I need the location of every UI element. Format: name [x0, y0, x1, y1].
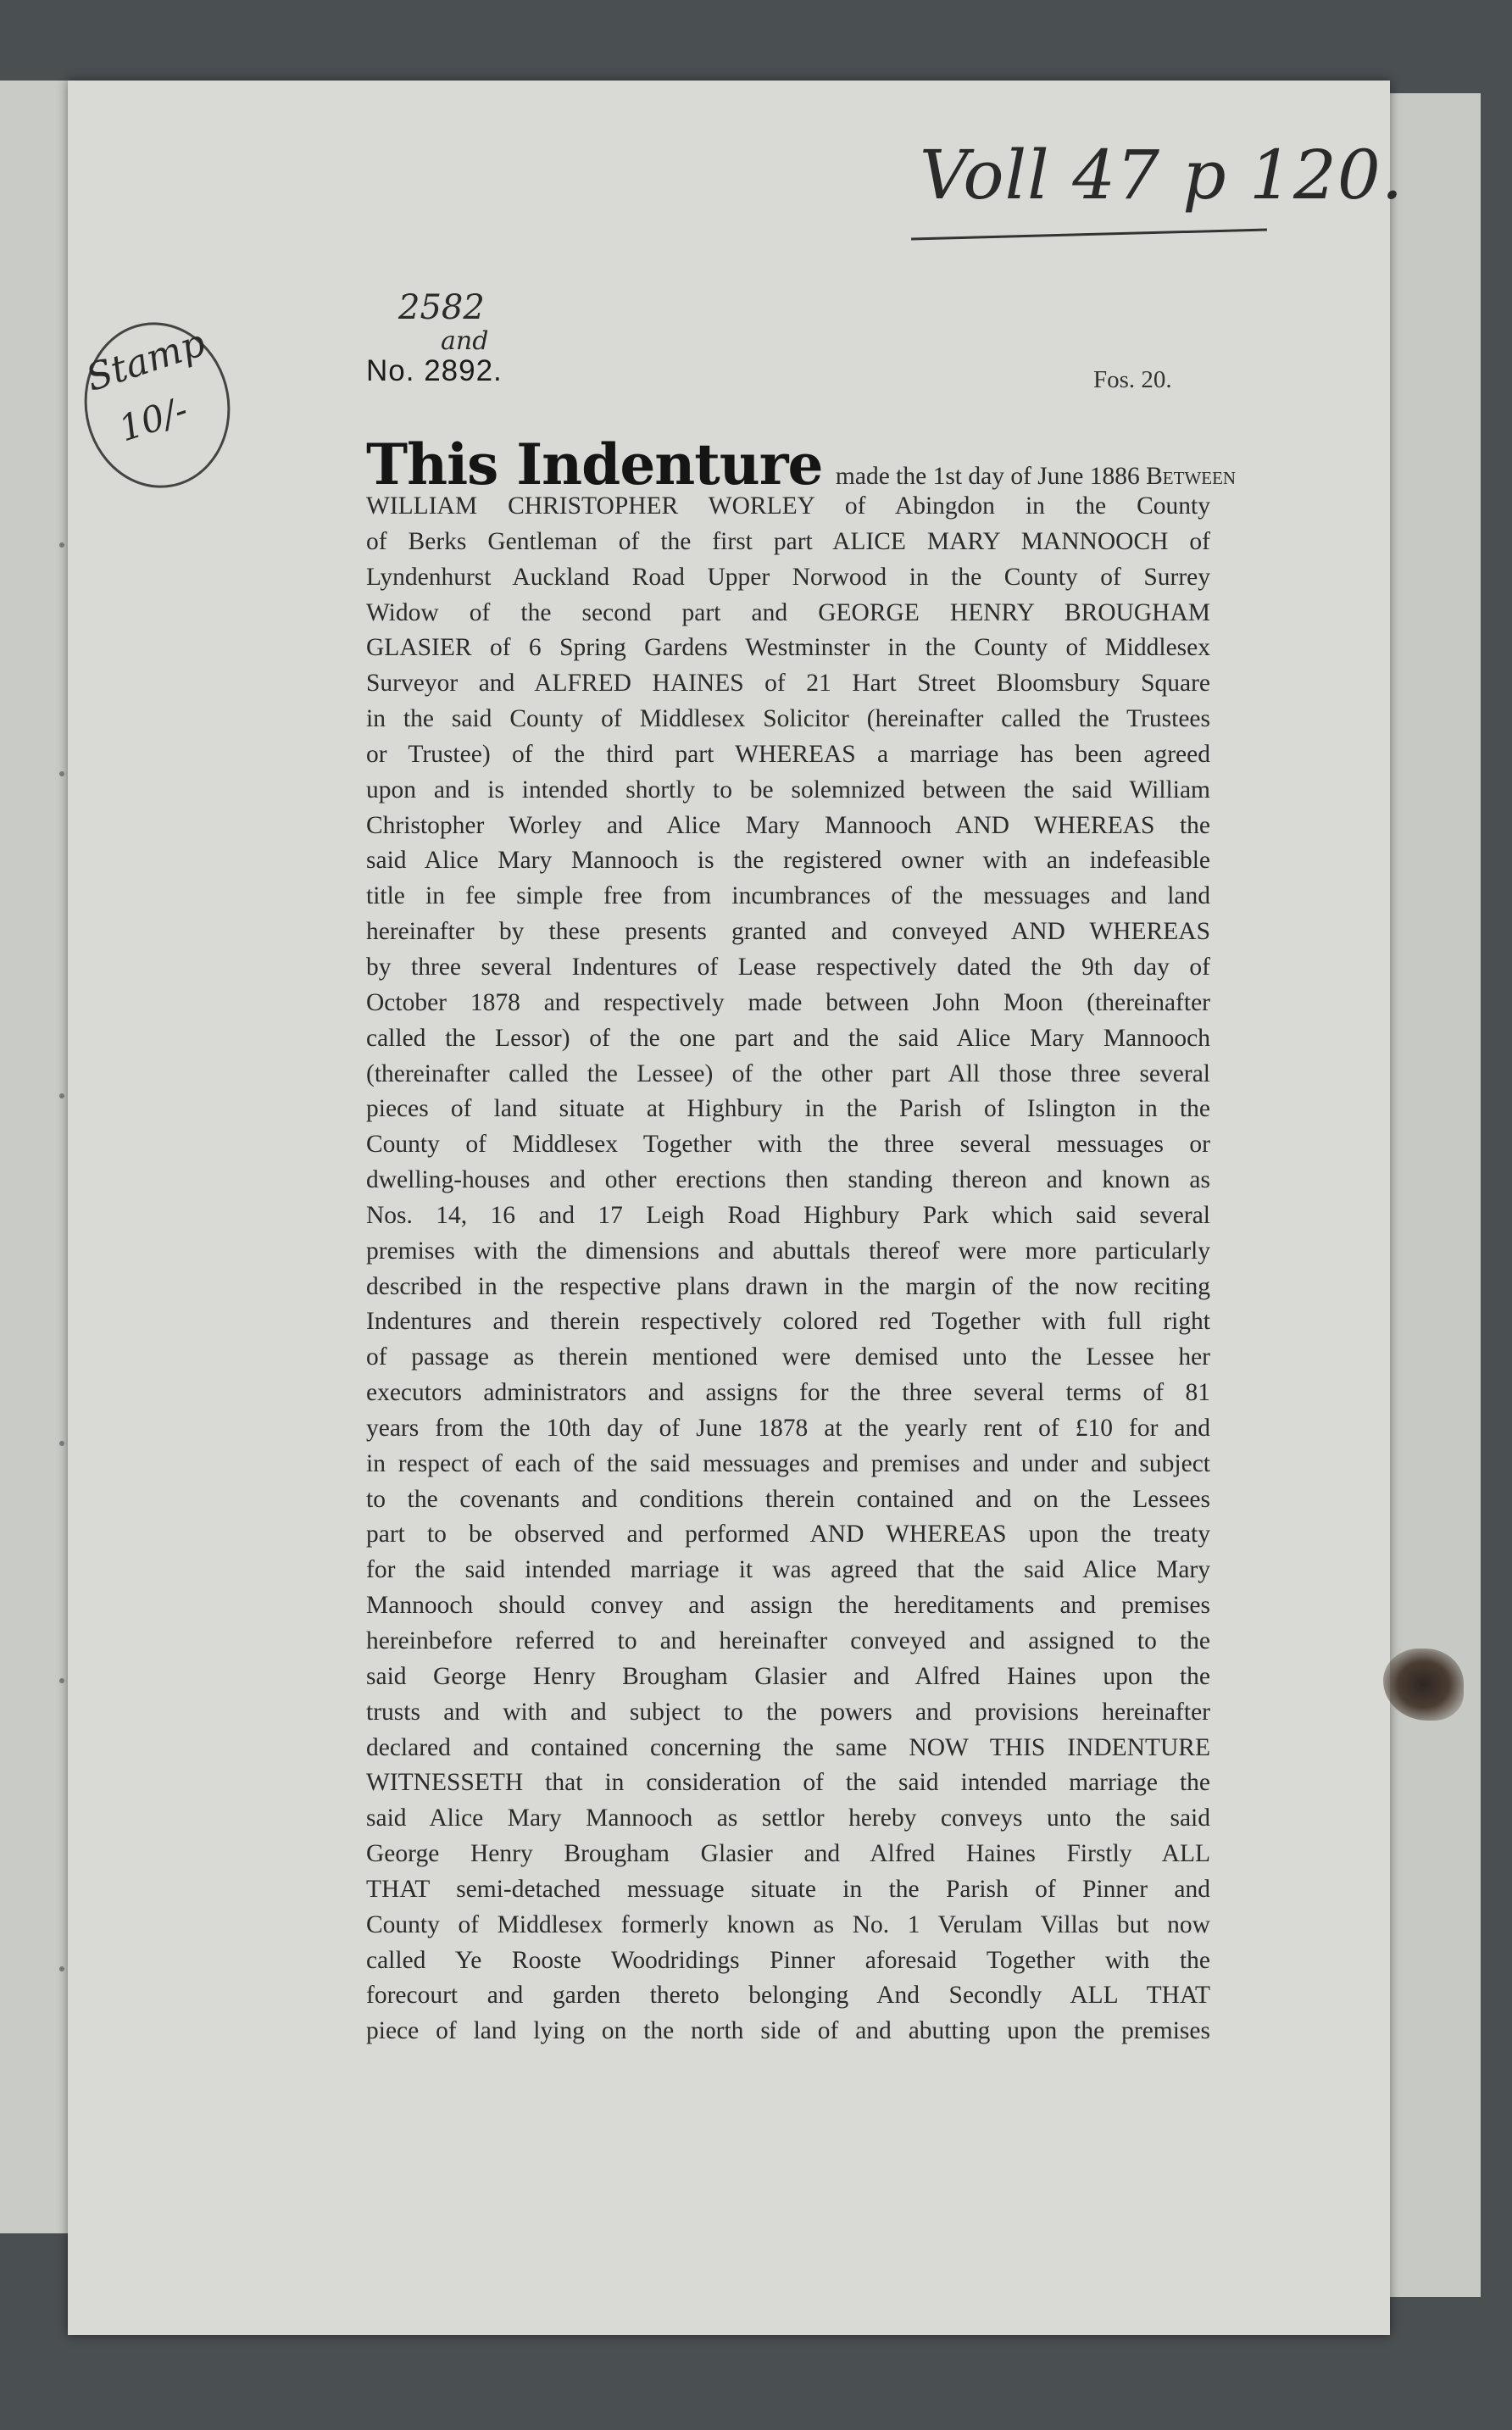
- text-line: Mannooch should convey and assign the hereditaments and premises: [366, 1592, 1210, 1620]
- text-line: part to be observed and performed AND WHEREAS upon the treaty: [366, 1521, 1210, 1549]
- text-line: title in fee simple free from incumbrances of the messuages and land: [366, 882, 1210, 910]
- text-line: years from the 10th day of June 1878 at the yearly rent of £10 for and: [366, 1414, 1210, 1442]
- text-line: declared and contained concerning the same NOW THIS INDENTURE: [366, 1733, 1210, 1761]
- text-line: premises with the dimensions and abuttals thereof were more particularly: [366, 1237, 1210, 1265]
- text-line: pieces of land situate at Highbury in the Parish of Islington in the: [366, 1095, 1210, 1123]
- text-line: piece of land lying on the north side of and abutting upon the premises: [366, 2017, 1210, 2045]
- binding-stitches: [59, 542, 68, 2153]
- text-line: dwelling-houses and other erections then standing thereon and known as: [366, 1166, 1210, 1194]
- text-line: WILLIAM CHRISTOPHER WORLEY of Abingdon in the County: [366, 492, 1210, 520]
- between-word: Between: [1146, 463, 1237, 490]
- text-line: called the Lessor) of the one part and the said Alice Mary Mannooch: [366, 1024, 1210, 1052]
- text-line: Lyndenhurst Auckland Road Upper Norwood in the County of Surrey: [366, 563, 1210, 591]
- text-line: trusts and with and subject to the powers and provisions hereinafter: [366, 1698, 1210, 1726]
- text-line: Christopher Worley and Alice Mary Mannooch AND WHEREAS the: [366, 811, 1210, 839]
- text-line: County of Middlesex formerly known as No. 1 Verulam Villas but now: [366, 1910, 1210, 1938]
- text-line: hereinbefore referred to and hereinafter conveyed and assigned to the: [366, 1627, 1210, 1654]
- text-line: said Alice Mary Mannooch is the registered owner with an indefeasible: [366, 847, 1210, 875]
- text-line: said Alice Mary Mannooch as settlor hereby conveys unto the said: [366, 1804, 1210, 1832]
- indenture-body: [366, 428, 1237, 2049]
- text-line: GLASIER of 6 Spring Gardens Westminster in the County of Middlesex: [366, 634, 1210, 662]
- text-line: Nos. 14, 16 and 17 Leigh Road Highbury Park which said several: [366, 1201, 1210, 1229]
- text-line: Widow of the second part and GEORGE HENRY BROUGHAM: [366, 598, 1210, 626]
- text-line: upon and is intended shortly to be solemnized between the said William: [366, 776, 1210, 804]
- text-line: WITNESSETH that in consideration of the said intended marriage the: [366, 1769, 1210, 1797]
- text-line: hereinafter by these presents granted and conveyed AND WHEREAS: [366, 918, 1210, 946]
- handwritten-number: 2582: [398, 288, 485, 327]
- indenture-heading: This Indenture: [366, 431, 823, 498]
- text-line: by three several Indentures of Lease respectively dated the 9th day of: [366, 953, 1210, 981]
- text-line: of passage as therein mentioned were demised unto the Lessee her: [366, 1343, 1210, 1371]
- text-line: Surveyor and ALFRED HAINES of 21 Hart Street Bloomsbury Square: [366, 670, 1210, 698]
- stamp-annotation: Stamp: [81, 321, 211, 400]
- volume-reference-annotation: Voll 47 p 120.: [920, 136, 1404, 214]
- document-number: No. 2892.: [366, 354, 503, 387]
- text-line: (thereinafter called the Lessee) of the other part All those three several: [366, 1059, 1210, 1087]
- text-line: of Berks Gentleman of the first part ALICE MARY MANNOOCH of: [366, 527, 1210, 555]
- text-line: in the said County of Middlesex Solicitor (hereinafter called the Trustees: [366, 705, 1210, 733]
- stamp-amount: 10/-: [114, 388, 193, 450]
- text-line: or Trustee) of the third part WHEREAS a marriage has been agreed: [366, 740, 1210, 768]
- text-line: called Ye Rooste Woodridings Pinner aforesaid Together with the: [366, 1946, 1210, 1974]
- text-line: County of Middlesex Together with the three several messuages or: [366, 1131, 1210, 1159]
- text-line: executors administrators and assigns for the three several terms of 81: [366, 1379, 1210, 1407]
- text-line: October 1878 and respectively made between John Moon (thereinafter: [366, 988, 1210, 1016]
- folios-count: Fos. 20.: [1093, 366, 1172, 393]
- text-line: described in the respective plans drawn in the margin of the now reciting: [366, 1272, 1210, 1300]
- text-line: THAT semi-detached messuage situate in the Parish of Pinner and: [366, 1875, 1210, 1903]
- first-line-text: made the 1st day of June 1886: [835, 463, 1140, 490]
- text-line: Indentures and therein respectively colored red Together with full right: [366, 1308, 1210, 1336]
- text-line: forecourt and garden thereto belonging And Secondly ALL THAT: [366, 1982, 1210, 2010]
- first-line: [366, 428, 1237, 498]
- handwritten-and: and: [441, 326, 489, 356]
- text-line: said George Henry Brougham Glasier and Alfred Haines upon the: [366, 1662, 1210, 1690]
- text-line: in respect of each of the said messuages and premises and under and subject: [366, 1449, 1210, 1477]
- text-line: to the covenants and conditions therein contained and on the Lessees: [366, 1485, 1210, 1513]
- text-line: George Henry Brougham Glasier and Alfred Haines Firstly ALL: [366, 1840, 1210, 1868]
- text-line: for the said intended marriage it was agreed that the said Alice Mary: [366, 1556, 1210, 1584]
